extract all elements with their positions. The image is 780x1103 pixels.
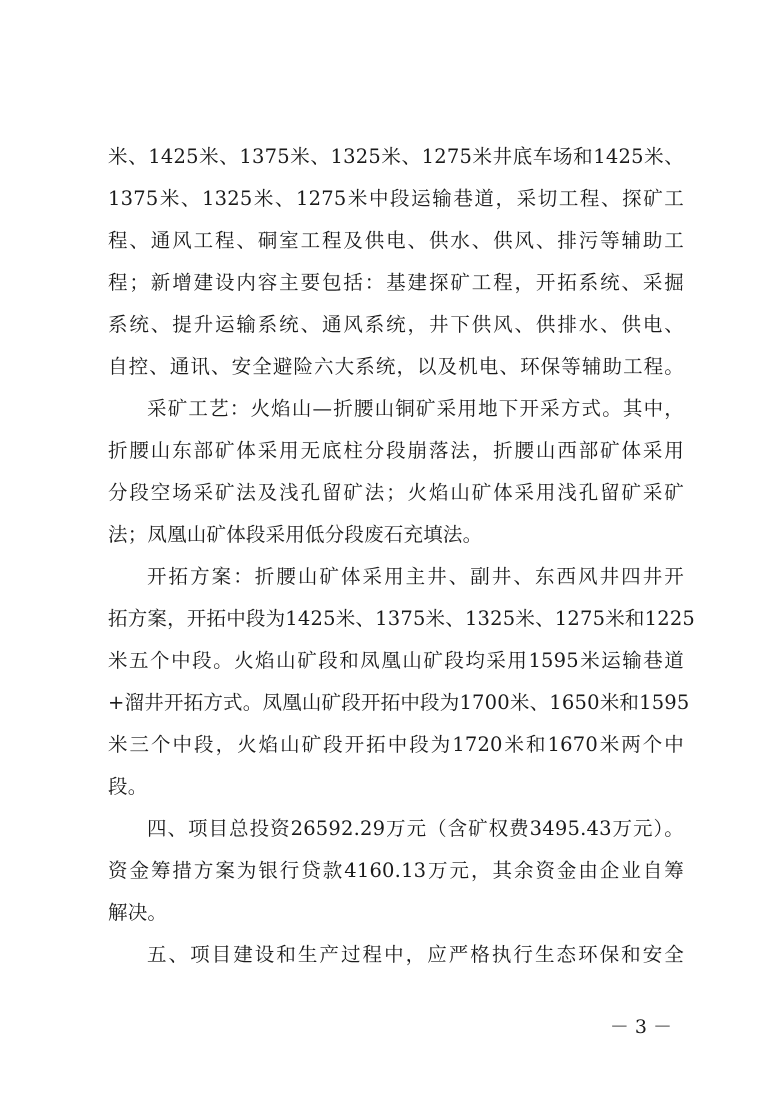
body-text-line: 折腰山东部矿体采用无底柱分段崩落法，折腰山西部矿体采用	[108, 439, 684, 462]
body-text-line: 资金筹措方案为银行贷款4160.13万元，其余资金由企业自筹	[108, 859, 684, 882]
body-text-line: 拓方案，开拓中段为1425米、1375米、1325米、1275米和1225	[108, 607, 696, 630]
body-text-line: 自控、通讯、安全避险六大系统，以及机电、环保等辅助工程。	[108, 355, 684, 378]
body-text-line: 程、通风工程、硐室工程及供电、供水、供风、排污等辅助工	[108, 229, 684, 252]
page-number: － 3 －	[609, 1016, 672, 1038]
paragraph-first-line: 四、项目总投资26592.29万元（含矿权费3495.43万元）。	[147, 817, 684, 840]
body-text-line: 解决。	[108, 901, 168, 924]
body-text-line: 程；新增建设内容主要包括：基建探矿工程，开拓系统、采掘	[108, 271, 684, 294]
paragraph-first-line: 开拓方案：折腰山矿体采用主井、副井、东西风井四井开	[147, 565, 684, 588]
body-text-line: 分段空场采矿法及浅孔留矿法；火焰山矿体采用浅孔留矿采矿	[108, 481, 684, 504]
body-text-line: 米、1425米、1375米、1325米、1275米井底车场和1425米、	[108, 145, 684, 168]
body-text-line: 法；凤凰山矿体段采用低分段废石充填法。	[108, 523, 483, 546]
body-text-line: +溜井开拓方式。凤凰山矿段开拓中段为1700米、1650米和1595	[108, 691, 690, 714]
body-text-line: 段。	[108, 775, 148, 798]
paragraph-first-line: 采矿工艺：火焰山—折腰山铜矿采用地下开采方式。其中，	[147, 397, 684, 420]
paragraph-first-line: 五、项目建设和生产过程中，应严格执行生态环保和安全	[147, 943, 684, 966]
body-text-line: 1375米、1325米、1275米中段运输巷道，采切工程、探矿工	[108, 187, 684, 210]
body-text-line: 系统、提升运输系统、通风系统，井下供风、供排水、供电、	[108, 313, 684, 336]
body-text-line: 米五个中段。火焰山矿段和凤凰山矿段均采用1595米运输巷道	[108, 649, 684, 672]
body-text-line: 米三个中段，火焰山矿段开拓中段为1720米和1670米两个中	[108, 733, 684, 756]
